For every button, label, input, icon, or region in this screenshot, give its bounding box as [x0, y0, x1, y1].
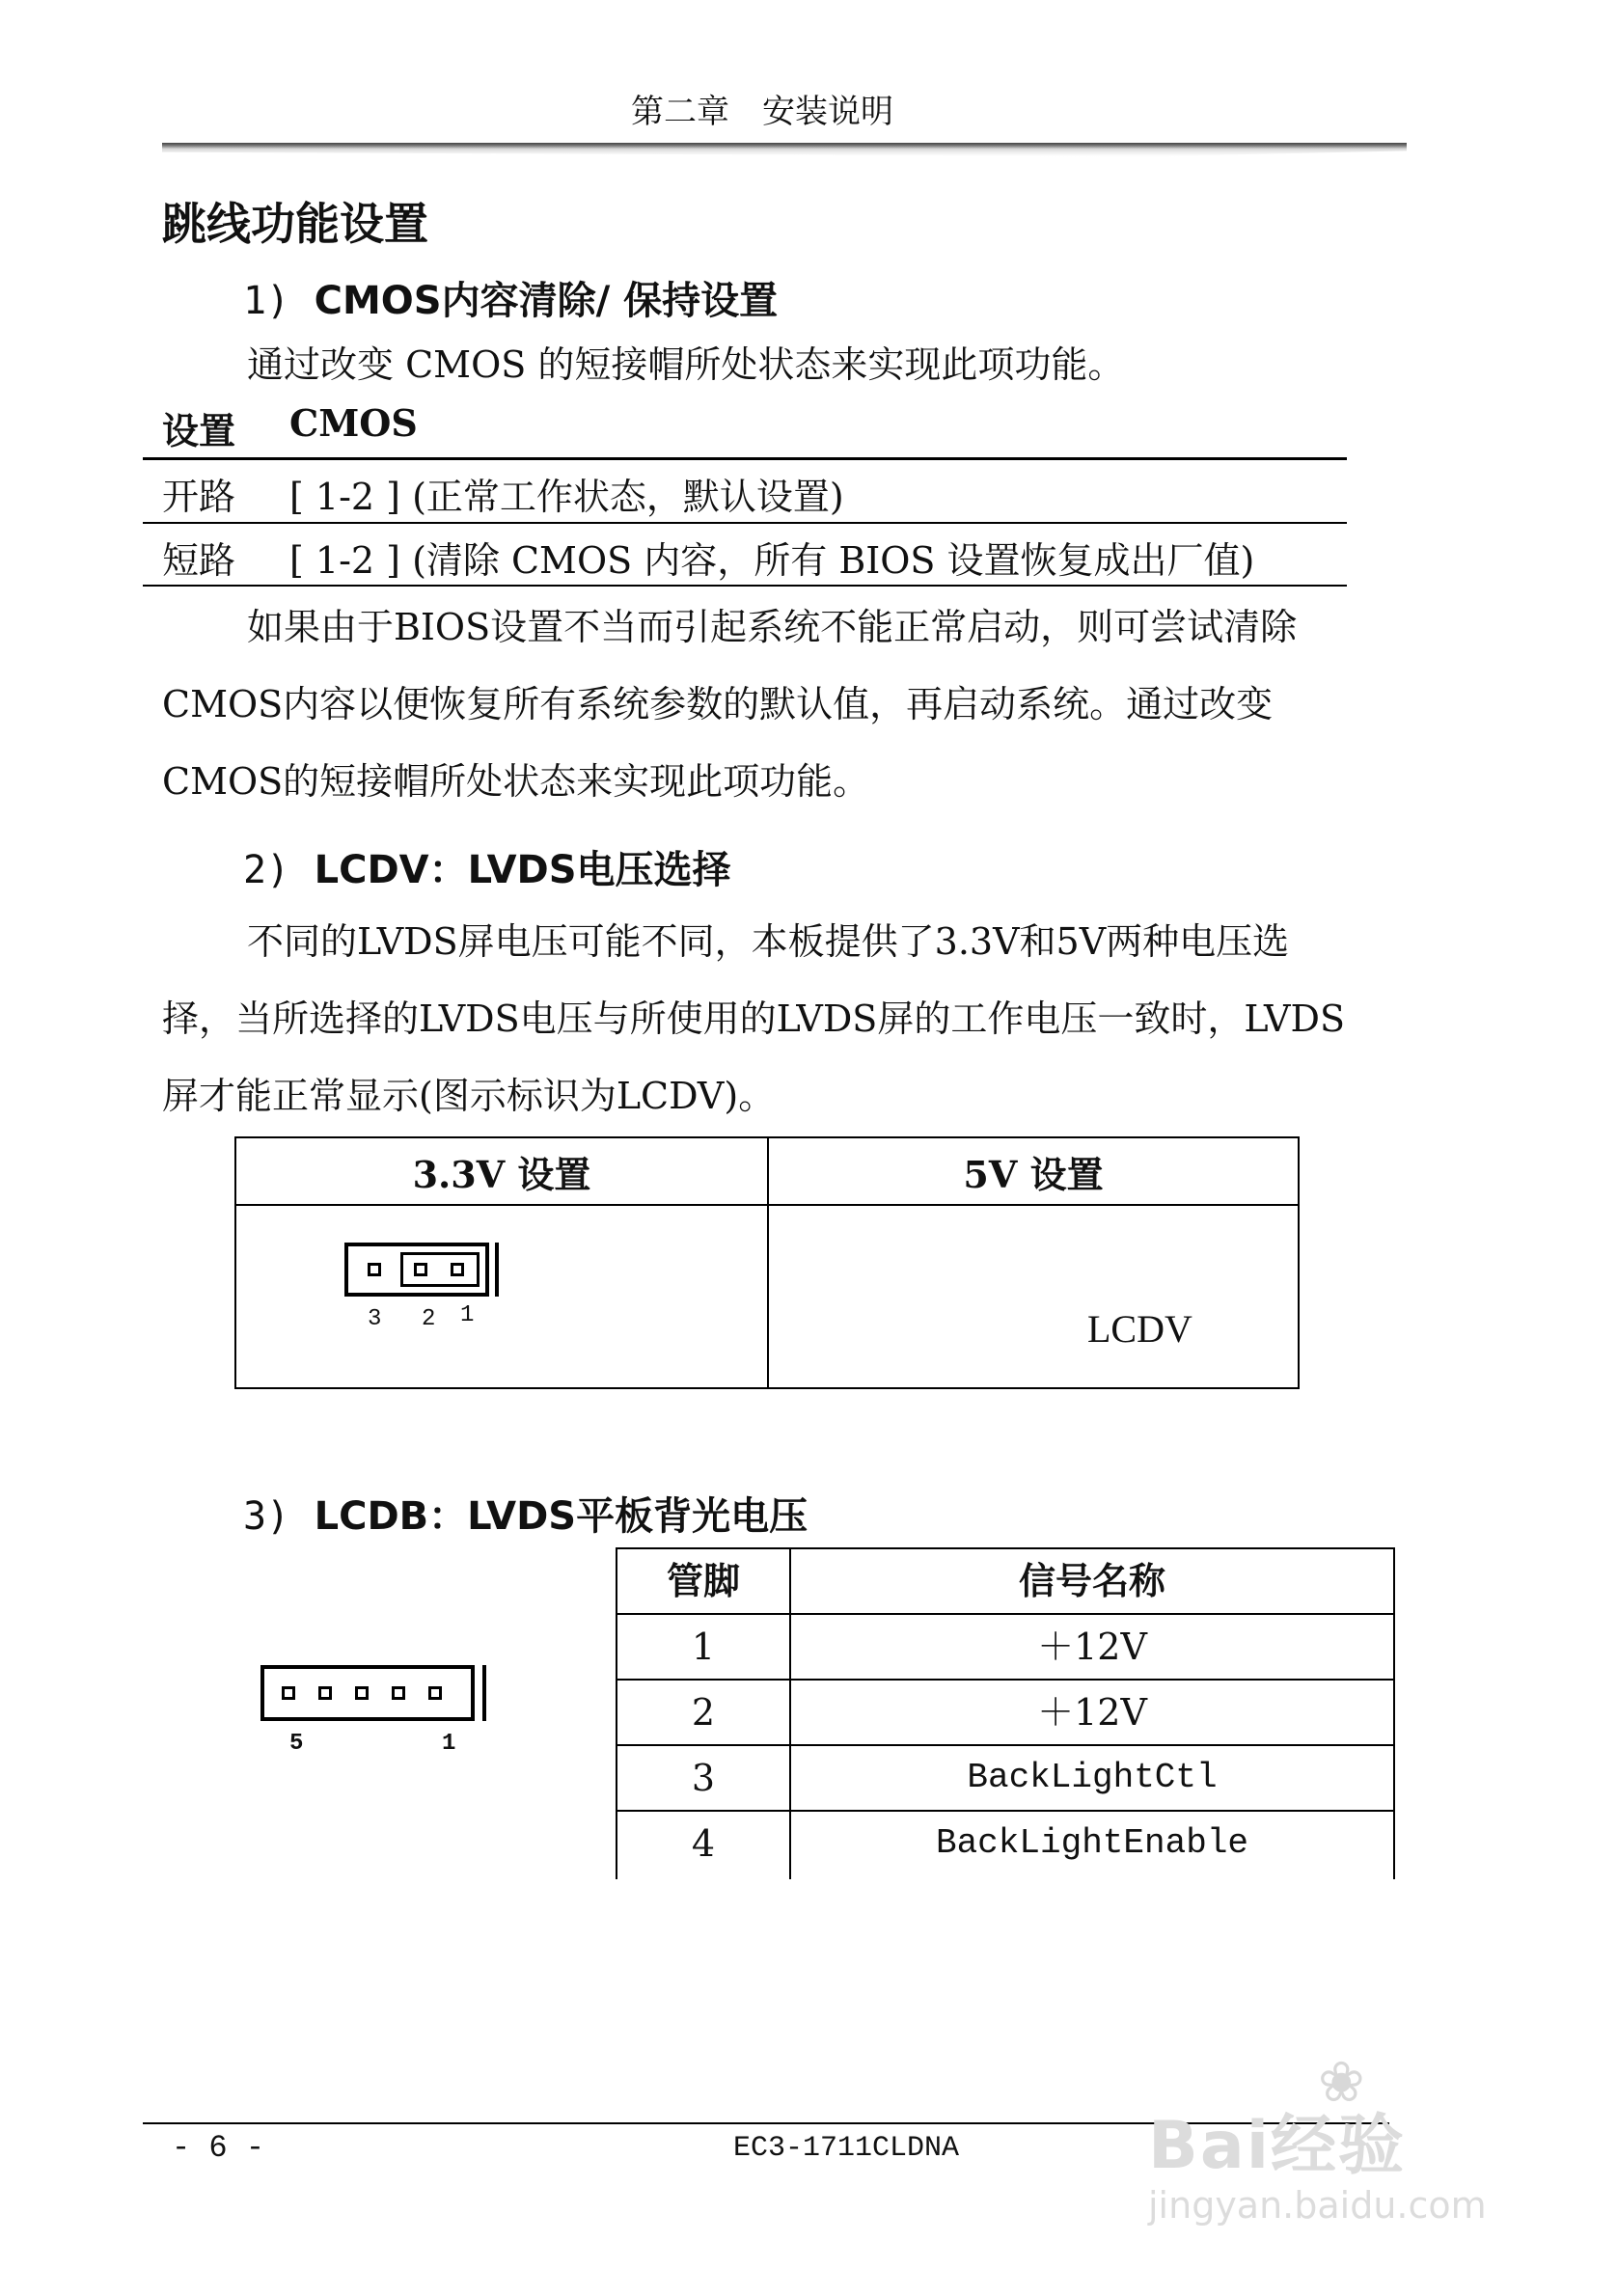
cmos-table-mid-rule — [143, 522, 1347, 524]
lcdb-pin — [355, 1686, 369, 1700]
lcdv-header-3v3: 3.3V 设置 — [235, 1137, 768, 1205]
cmos-row-short-state: 短路 — [162, 539, 236, 582]
lcdv-pin-3 — [368, 1263, 381, 1276]
lcdv-pin-label-1: 1 — [460, 1302, 475, 1328]
s2-heading — [243, 839, 731, 894]
lcdb-row-signal: BackLightEnable — [935, 1823, 1249, 1863]
s1-intro: 通过改变 CMOS 的短接帽所处状态来实现此项功能。 — [247, 343, 1125, 386]
lcdv-jumper-header — [344, 1243, 489, 1297]
lcdv-pin-2 — [414, 1263, 427, 1276]
lcdv-label: LCDV — [1087, 1307, 1192, 1351]
lcdb-header-signal: 信号名称 — [1018, 1559, 1165, 1602]
page-header: 第二章 安装说明 — [631, 93, 893, 131]
lcdv-header-edge — [495, 1243, 499, 1297]
lcdb-table — [616, 1547, 1395, 1879]
s2-title: LCDV：LVDS电压选择 — [314, 848, 731, 892]
s1-number: 1) — [243, 279, 290, 323]
lcdb-row-signal: ＋12V — [1037, 1626, 1147, 1668]
cmos-row-short-desc: [ 1-2 ] (清除 CMOS 内容，所有 BIOS 设置恢复成出厂值) — [289, 539, 1255, 582]
s2-para-line-1: 不同的LVDS屏电压可能不同，本板提供了3.3V和5V两种电压选 — [247, 920, 1290, 963]
lcdb-connector-edge — [482, 1665, 486, 1721]
lcdv-cell-3v3 — [235, 1205, 768, 1388]
s1-title: CMOS内容清除/ 保持设置 — [314, 279, 779, 323]
lcdb-row-signal: ＋12V — [1037, 1691, 1147, 1734]
section-title: 跳线功能设置 — [162, 198, 428, 250]
header-rule — [162, 143, 1407, 156]
watermark-brand — [1148, 2049, 1407, 2187]
lcdv-pin-label-2: 2 — [422, 1306, 436, 1332]
lcdb-pin — [318, 1686, 332, 1700]
lcdb-pin-label-5: 5 — [289, 1731, 304, 1757]
s3-title: LCDB：LVDS平板背光电压 — [314, 1494, 808, 1539]
s2-para-line-2: 择，当所选择的LVDS电压与所使用的LVDS屏的工作电压一致时，LVDS — [162, 998, 1346, 1040]
lcdv-header-5v: 5V 设置 — [768, 1137, 1299, 1205]
s1-para-line-2: CMOS内容以便恢复所有系统参数的默认值，再启动系统。通过改变 — [162, 683, 1274, 725]
s3-number: 3) — [243, 1494, 290, 1539]
s1-para-line-3: CMOS的短接帽所处状态来实现此项功能。 — [162, 760, 870, 803]
s2-number: 2) — [243, 848, 290, 892]
lcdb-connector — [260, 1665, 475, 1721]
s1-heading — [243, 270, 778, 325]
lcdv-pin-1 — [451, 1263, 464, 1276]
lcdb-pin-label-1: 1 — [442, 1731, 456, 1757]
lcdb-row-pin: 4 — [691, 1822, 716, 1865]
watermark-url: jingyan.baidu.com — [1148, 2184, 1487, 2227]
cmos-table-bottom-rule — [143, 585, 1347, 587]
lcdb-pin — [282, 1686, 295, 1700]
s3-heading — [243, 1486, 808, 1541]
lcdv-table — [234, 1136, 1300, 1389]
cmos-row-open-desc: [ 1-2 ] (正常工作状态，默认设置) — [289, 476, 844, 518]
lcdb-pin — [428, 1686, 442, 1700]
model-number: EC3-1711CLDNA — [733, 2132, 960, 2165]
cmos-table-header-cmos: CMOS — [289, 401, 418, 445]
lcdb-row-pin: 3 — [691, 1757, 716, 1799]
paw-icon: ❀ — [1318, 2049, 1367, 2115]
s2-para-line-3: 屏才能正常显示(图示标识为LCDV)。 — [162, 1075, 776, 1117]
cmos-table-header-setting: 设置 — [162, 409, 236, 452]
lcdv-jumper-cap — [400, 1252, 480, 1287]
lcdb-row-pin: 2 — [691, 1691, 716, 1734]
lcdv-pin-label-3: 3 — [368, 1306, 382, 1332]
page-number: - 6 - — [172, 2130, 265, 2166]
cmos-row-open-state: 开路 — [162, 476, 236, 518]
lcdb-row-signal: BackLightCtl — [967, 1758, 1218, 1797]
lcdb-row-pin: 1 — [691, 1626, 716, 1668]
s1-para-line-1: 如果由于BIOS设置不当而引起系统不能正常启动，则可尝试清除 — [247, 606, 1298, 648]
cmos-table-top-rule — [143, 457, 1347, 460]
lcdv-cell-5v — [768, 1205, 1299, 1388]
lcdb-header-pin: 管脚 — [666, 1559, 740, 1602]
lcdb-pin — [392, 1686, 405, 1700]
watermark-brand-text: Bai经验 — [1148, 2108, 1407, 2184]
